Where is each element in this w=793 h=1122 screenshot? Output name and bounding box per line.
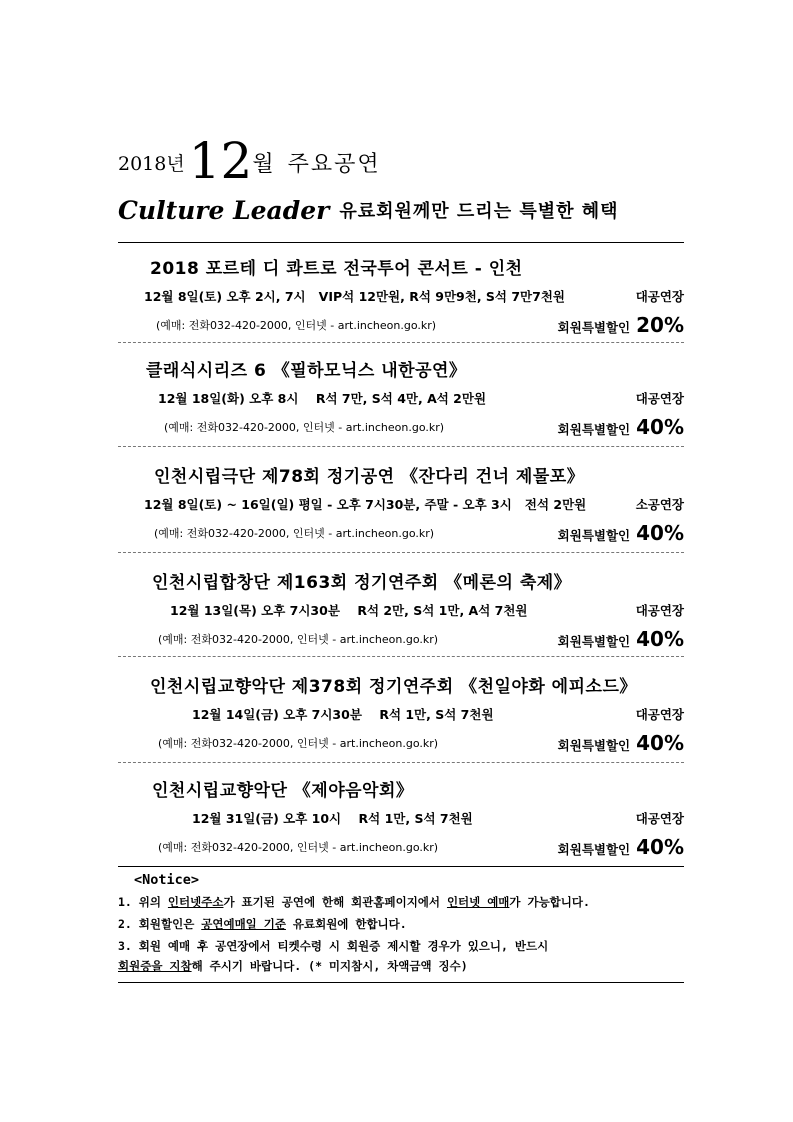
- performance-booking: (예매: 전화032-420-2000, 인터넷 - art.incheon.go.kr): [154, 527, 435, 540]
- discount: [558, 313, 684, 337]
- section-divider: [118, 446, 684, 447]
- notice-text: 1. 위의: [118, 895, 168, 909]
- notice-text: 3. 회원 예매 후 공연장에서 티켓수령 시 회원증 제시할 경우가 있으니, 반드시: [118, 939, 549, 953]
- performance-booking-row: [118, 521, 684, 545]
- performance-item: [118, 462, 684, 545]
- discount: [558, 521, 684, 545]
- performance-venue: 대공연장: [635, 811, 684, 826]
- section-divider: [118, 656, 684, 657]
- performance-info: [118, 601, 684, 619]
- performance-item: [118, 356, 684, 439]
- notice-underlined: 인터넷주소: [167, 895, 224, 909]
- subtitle-line: [118, 196, 698, 225]
- title-line: [118, 128, 698, 190]
- discount: [558, 415, 684, 439]
- section-divider: [118, 342, 684, 343]
- performance-schedule-prices: [170, 601, 528, 619]
- title-month-number: 12: [188, 132, 253, 190]
- performance-booking-row: [118, 415, 684, 439]
- performance-schedule-prices: [144, 287, 565, 305]
- discount-label: 회원특별할인: [557, 634, 631, 649]
- performance-prices: R석 2만, S석 1만, A석 7천원: [357, 603, 528, 618]
- discount-value: 40%: [636, 415, 684, 439]
- discount-label: 회원특별할인: [557, 422, 631, 437]
- performance-booking: (예매: 전화032-420-2000, 인터넷 - art.incheon.go.kr): [158, 737, 439, 750]
- notice-text: 유료회원에 한합니다.: [285, 917, 407, 931]
- discount-value: 20%: [636, 313, 684, 337]
- notice-underlined: 인터넷 예매: [446, 895, 510, 909]
- discount-value: 40%: [636, 731, 684, 755]
- title-text: 주요공연: [287, 152, 381, 177]
- performance-schedule: 12월 14일(금) 오후 7시30분: [192, 707, 362, 722]
- discount-value: 40%: [636, 627, 684, 651]
- performance-title: 인천시립극단 제78회 정기공연 《잔다리 건너 제물포》: [154, 467, 585, 487]
- top-divider: [118, 242, 684, 243]
- title-year: 2018년: [118, 153, 185, 175]
- discount-label: 회원특별할인: [557, 528, 631, 543]
- performance-info: [118, 389, 684, 407]
- notice-text: 2. 회원할인은: [118, 917, 202, 931]
- performance-prices: 전석 2만원: [524, 497, 587, 512]
- notice-item-3: [118, 938, 684, 954]
- performance-schedule: 12월 18일(화) 오후 8시: [158, 391, 299, 406]
- performance-info: [118, 809, 684, 827]
- notice-top-divider: [118, 866, 684, 867]
- performance-prices: VIP석 12만원, R석 9만9천, S석 7만7천원: [318, 289, 565, 304]
- performance-item: [118, 254, 684, 337]
- discount-label: 회원특별할인: [557, 320, 631, 335]
- performance-info: [118, 705, 684, 723]
- performance-booking: (예매: 전화032-420-2000, 인터넷 - art.incheon.go.kr): [156, 319, 437, 332]
- performance-venue: 대공연장: [635, 603, 684, 618]
- notice-underlined: 회원증을 지참: [118, 959, 192, 973]
- section-divider: [118, 762, 684, 763]
- discount-value: 40%: [636, 835, 684, 859]
- performance-item: [118, 568, 684, 651]
- notice-bottom-divider: [118, 982, 684, 983]
- performance-schedule-prices: [158, 389, 486, 407]
- performance-title: 2018 포르테 디 콰트로 전국투어 콘서트 - 인천: [150, 259, 523, 279]
- notice-title: <Notice>: [134, 872, 200, 888]
- performance-schedule: 12월 31일(금) 오후 10시: [192, 811, 342, 826]
- title-month-word: 월: [252, 152, 274, 177]
- performance-prices: R석 1만, S석 7천원: [358, 811, 473, 826]
- performance-booking: (예매: 전화032-420-2000, 인터넷 - art.incheon.go.kr): [158, 633, 439, 646]
- performance-title: 인천시립교향악단 제378회 정기연주회 《천일야화 에피소드》: [150, 677, 637, 697]
- subtitle-text: 유료회원께만 드리는 특별한 혜택: [339, 201, 619, 222]
- performance-schedule: 12월 8일(토) 오후 2시, 7시: [144, 289, 306, 304]
- performance-venue: 대공연장: [635, 707, 684, 722]
- performance-schedule: 12월 8일(토) ~ 16일(일) 평일 - 오후 7시30분, 주말 - 오후 3시: [144, 497, 512, 512]
- notice-item-1: [118, 894, 684, 910]
- notice-text: 가 가능합니다.: [509, 895, 590, 909]
- performance-schedule-prices: [192, 705, 494, 723]
- discount-label: 회원특별할인: [557, 842, 631, 857]
- brand-name: Culture Leader: [118, 196, 330, 225]
- performance-venue: 대공연장: [635, 391, 684, 406]
- discount: [558, 731, 684, 755]
- discount-value: 40%: [636, 521, 684, 545]
- performance-prices: R석 7만, S석 4만, A석 2만원: [315, 391, 487, 406]
- performance-venue: 소공연장: [635, 497, 684, 512]
- performance-info: [118, 495, 684, 513]
- performance-booking: (예매: 전화032-420-2000, 인터넷 - art.incheon.go.kr): [158, 841, 439, 854]
- notice-item-2: [118, 916, 684, 932]
- notice-section: [118, 872, 684, 974]
- notice-item-3-cont: [118, 958, 684, 974]
- notice-text: 가 표기된 공연에 한해 회관홈페이지에서: [223, 895, 447, 909]
- performance-schedule-prices: [144, 495, 586, 513]
- performance-booking-row: [118, 313, 684, 337]
- performance-title: 클래식시리즈 6 《필하모닉스 내한공연》: [146, 361, 467, 381]
- performance-title: 인천시립합창단 제163회 정기연주회 《메론의 축제》: [152, 573, 572, 593]
- section-divider: [118, 552, 684, 553]
- notice-underlined: 공연예매일 기준: [201, 917, 286, 931]
- notice-text: 해 주시기 바랍니다. (* 미지참시, 차액금액 징수): [191, 959, 468, 973]
- discount: [558, 835, 684, 859]
- performance-item: [118, 776, 684, 859]
- performance-booking-row: [118, 731, 684, 755]
- discount: [558, 627, 684, 651]
- performance-schedule: 12월 13일(목) 오후 7시30분: [170, 603, 340, 618]
- performance-title: 인천시립교향악단 《제야음악회》: [152, 781, 414, 801]
- performance-item: [118, 672, 684, 755]
- discount-label: 회원특별할인: [557, 738, 631, 753]
- performance-booking: (예매: 전화032-420-2000, 인터넷 - art.incheon.go.kr): [164, 421, 445, 434]
- performance-booking-row: [118, 835, 684, 859]
- performance-info: [118, 287, 684, 305]
- performance-schedule-prices: [192, 809, 473, 827]
- performance-venue: 대공연장: [635, 289, 684, 304]
- performance-booking-row: [118, 627, 684, 651]
- performance-prices: R석 1만, S석 7천원: [379, 707, 494, 722]
- document-header: [118, 128, 698, 225]
